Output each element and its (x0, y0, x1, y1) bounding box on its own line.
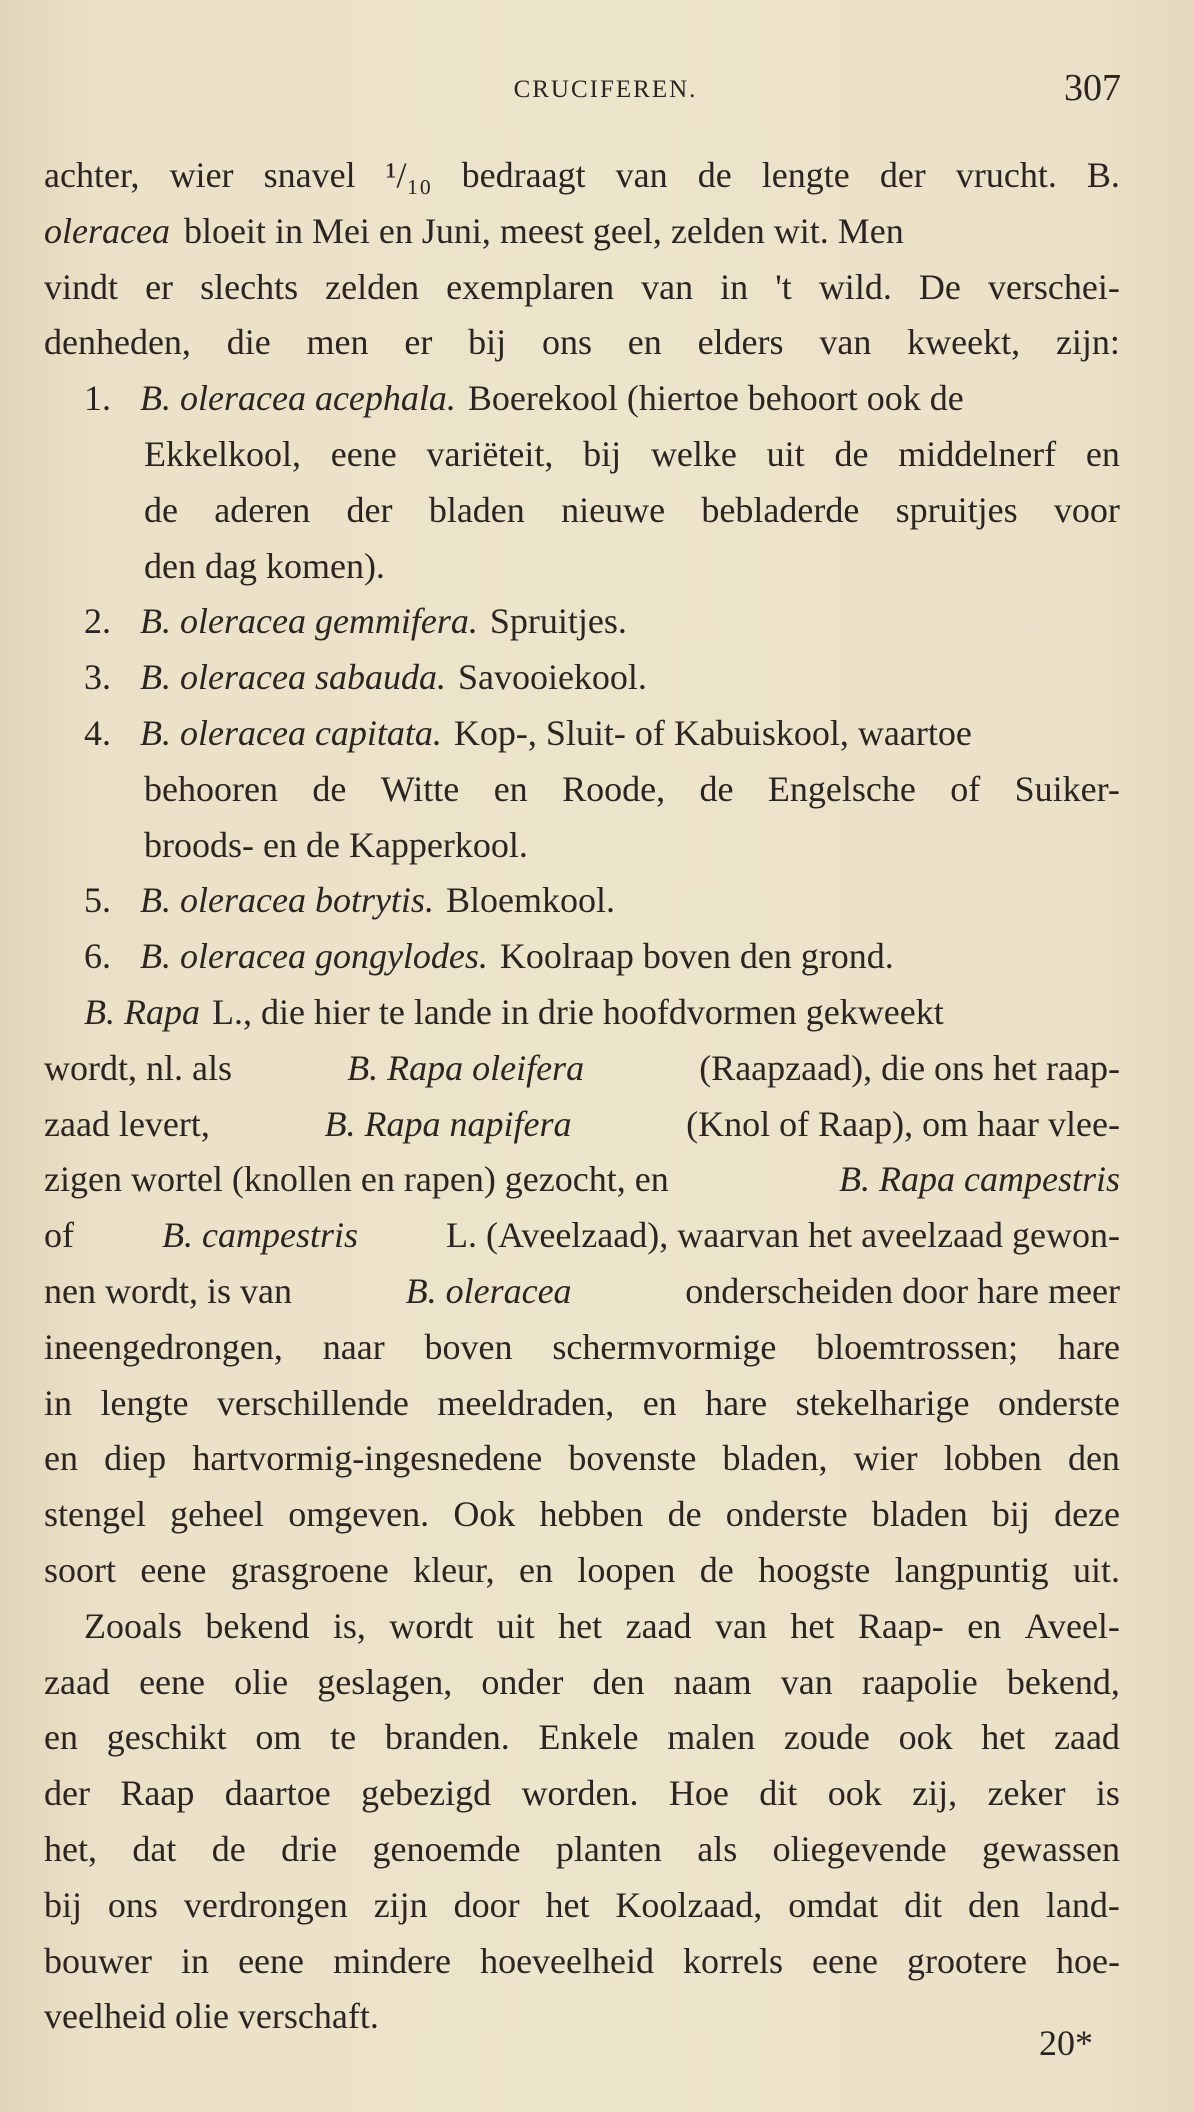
word: onderste (725, 1494, 848, 1535)
taxon-name: B. Rapa (84, 991, 200, 1032)
word: Raap (120, 1773, 195, 1814)
word: hebben (539, 1494, 644, 1535)
word: zoude (783, 1717, 870, 1758)
word: de (697, 155, 732, 195)
text-span (144, 483, 1120, 539)
text-span: (Knol of Raap), om haar vlee- (686, 1103, 1120, 1144)
list-item (44, 594, 1120, 650)
text-line (44, 1376, 1120, 1432)
word: elders (697, 322, 784, 363)
word: zaad (1053, 1717, 1120, 1758)
running-head: CRUCIFEREN. (513, 76, 698, 103)
text-span: (Raapzaad), die ons het raap- (699, 1047, 1120, 1088)
word: bladen (428, 489, 525, 530)
text-span: Savooiekool. (457, 657, 647, 698)
word: kweekt, (907, 322, 1021, 363)
text-span: Boerekool (hiertoe behoort ook de (467, 378, 964, 419)
signature-mark: 20* (1039, 2023, 1093, 2063)
page-number: 307 (1064, 67, 1121, 109)
word: spruitjes (895, 489, 1018, 530)
word: ook (827, 1773, 882, 1814)
word: ons (107, 1884, 158, 1925)
word: omdat (788, 1884, 879, 1925)
word: bij (468, 322, 507, 363)
list-item (44, 371, 1120, 427)
word: drie (281, 1828, 338, 1869)
text-line (44, 1655, 1120, 1711)
text-line (44, 1041, 1120, 1097)
word: De (918, 266, 961, 307)
word: verschillende (216, 1382, 409, 1423)
text-span: onderscheiden door hare meer (685, 1270, 1120, 1311)
taxon-name: B. oleracea botrytis. (140, 880, 434, 921)
taxon-name: oleracea (44, 210, 170, 251)
word: omgeven. (288, 1494, 430, 1535)
taxon-name: B. Rapa oleifera (347, 1047, 585, 1088)
taxon-name: B. oleracea capitata. (140, 712, 442, 753)
word: malen (667, 1717, 756, 1758)
text-line (44, 539, 1120, 595)
word: onderste (997, 1382, 1120, 1423)
list-number: 4. (84, 712, 111, 753)
text-span (44, 1766, 1120, 1822)
word: land- (1045, 1884, 1120, 1925)
word: zaad (625, 1605, 692, 1646)
word: B. (1086, 155, 1120, 195)
word: hare (705, 1382, 768, 1423)
taxon-name: B. Rapa campestris (839, 1159, 1120, 1200)
list-number: 2. (84, 601, 111, 642)
word: bladen (871, 1494, 968, 1535)
word: deze (1054, 1494, 1120, 1535)
word: den (968, 1884, 1021, 1925)
word: middelnerf (898, 433, 1057, 474)
text-span (44, 1543, 1120, 1599)
text-span (44, 1487, 1120, 1543)
text-line (44, 427, 1120, 483)
text-line (44, 1766, 1120, 1822)
word: wild. (818, 266, 892, 307)
word: Raap- (857, 1605, 944, 1646)
taxon-name: B. Rapa napifera (324, 1103, 572, 1144)
word: korrels (683, 1940, 783, 1981)
text-span: Bloemkool. (445, 880, 615, 921)
word: snavel (263, 155, 356, 195)
text-span (44, 1376, 1120, 1432)
word: Witte (380, 768, 460, 809)
word: gebezigd (361, 1773, 492, 1814)
word: denheden, (44, 322, 191, 363)
text-line (44, 1878, 1120, 1934)
text-line (44, 1487, 1120, 1543)
word: het (981, 1717, 1026, 1758)
text-span (44, 148, 1120, 204)
word: de (667, 1494, 702, 1535)
word: lobben (943, 1438, 1042, 1479)
text-line (44, 985, 1120, 1041)
word: ineengedrongen, (44, 1326, 283, 1367)
text-line (44, 1152, 1120, 1208)
word: ¹/₁₀ (385, 155, 432, 195)
text-line (44, 1822, 1120, 1878)
word: van (714, 1605, 767, 1646)
word: Suiker- (1014, 768, 1120, 809)
word: daartoe (224, 1773, 331, 1814)
word: stengel (44, 1494, 146, 1535)
taxon-name: B. campestris (162, 1215, 359, 1256)
word: de (144, 489, 178, 530)
word: 't (775, 266, 792, 307)
text-span: zigen wortel (knollen en rapen) gezocht, en (44, 1159, 669, 1200)
text-span (44, 1822, 1120, 1878)
text-span (44, 315, 1120, 371)
taxon-name: B. oleracea sabauda. (140, 657, 446, 698)
word: voor (1053, 489, 1120, 530)
word: zaad (44, 1661, 110, 1702)
text-span: of (44, 1215, 74, 1256)
word: men (306, 322, 369, 363)
text-line (44, 1543, 1120, 1599)
word: er (145, 266, 174, 307)
word: gewassen (982, 1828, 1120, 1869)
text-span (44, 260, 1120, 316)
word: grasgroene (230, 1549, 389, 1590)
word: het (545, 1884, 590, 1925)
text-span (44, 1431, 1120, 1487)
word: er (404, 322, 433, 363)
word: eene (140, 1549, 207, 1590)
word: den (1067, 1438, 1120, 1479)
word: geschikt (106, 1717, 227, 1758)
word: lengte (761, 155, 850, 195)
word: van (780, 1661, 833, 1702)
text-line (44, 1599, 1120, 1655)
word: om (255, 1717, 302, 1758)
page-header (90, 66, 1121, 116)
text-line (44, 762, 1120, 818)
word: van (819, 322, 872, 363)
word: branden. (384, 1717, 510, 1758)
word: slechts (200, 266, 299, 307)
word: der (879, 155, 926, 195)
word: en (967, 1605, 1002, 1646)
word: nieuwe (561, 489, 666, 530)
text-span (144, 762, 1120, 818)
word: vindt (44, 266, 119, 307)
page-body (44, 148, 1120, 2045)
word: in (181, 1940, 210, 1981)
word: uit. (1072, 1549, 1120, 1590)
word: langpuntig (894, 1549, 1049, 1590)
word: bedraagt (461, 155, 586, 195)
word: de (312, 768, 347, 809)
word: bloemtrossen; (816, 1326, 1019, 1367)
word: onder (481, 1661, 564, 1702)
taxon-name: B. oleracea (405, 1270, 572, 1311)
word: hartvormig-ingesnedene (192, 1438, 543, 1479)
text-line (44, 1320, 1120, 1376)
word: kleur, (413, 1549, 495, 1590)
word: Aveel- (1024, 1605, 1120, 1646)
word: schermvormige (552, 1326, 777, 1367)
text-span (184, 204, 1120, 260)
word: raapolie (861, 1661, 978, 1702)
word: en (493, 768, 528, 809)
word: der (44, 1773, 90, 1814)
word: en (1085, 433, 1120, 474)
word: wier (169, 155, 234, 195)
word: zeker (987, 1773, 1066, 1814)
text-line (44, 483, 1120, 539)
word: naam (673, 1661, 752, 1702)
word: genoemde (372, 1828, 521, 1869)
text-span (44, 1878, 1120, 1934)
text-line (44, 148, 1120, 204)
list-item (44, 650, 1120, 706)
word: Ook (453, 1494, 516, 1535)
word: Koolzaad, (615, 1884, 763, 1925)
word: wordt (389, 1605, 474, 1646)
word: en (519, 1549, 553, 1590)
word: hare (1057, 1326, 1120, 1367)
word: dat (132, 1828, 177, 1869)
word: naar (322, 1326, 385, 1367)
text-span (44, 1320, 1120, 1376)
word: bij (44, 1884, 83, 1925)
word: grootere (907, 1940, 1027, 1981)
word: en (642, 1382, 677, 1423)
word: vrucht. (955, 155, 1057, 195)
list-item (44, 706, 1120, 762)
word: mindere (333, 1940, 452, 1981)
text-span (44, 1710, 1120, 1766)
word: planten (555, 1828, 662, 1869)
word: eene (812, 1940, 878, 1981)
word: in (44, 1382, 73, 1423)
word: Zooals (84, 1605, 182, 1646)
word: loopen (577, 1549, 676, 1590)
word: den (592, 1661, 645, 1702)
taxon-name: B. oleracea acephala. (140, 378, 456, 419)
text-span (144, 427, 1120, 483)
word: meeldraden, (437, 1382, 615, 1423)
word: in (720, 266, 749, 307)
word: verschei- (987, 266, 1120, 307)
text-span: Spruitjes. (489, 601, 627, 642)
text-span: L. (Aveelzaad), waarvan het aveelzaad gewon- (446, 1215, 1120, 1256)
taxon-name: B. oleracea gemmifera. (140, 601, 478, 642)
text-span: zaad levert, (44, 1103, 210, 1144)
text-line (44, 1208, 1120, 1264)
word: diep (104, 1438, 167, 1479)
word: bladen, (722, 1438, 828, 1479)
text-line (44, 1710, 1120, 1766)
word: bebladerde (701, 489, 860, 530)
word: of (950, 768, 981, 809)
word: hoe- (1056, 1940, 1120, 1981)
word: olie (234, 1661, 289, 1702)
word: soort (44, 1549, 116, 1590)
word: als (697, 1828, 738, 1869)
word: bij (583, 433, 622, 474)
list-number: 5. (84, 880, 111, 921)
word: bouwer (44, 1940, 152, 1981)
taxon-name: B. oleracea gongylodes. (140, 936, 488, 977)
word: worden. (521, 1773, 639, 1814)
word: lengte (100, 1382, 189, 1423)
text-line (44, 1989, 1120, 2045)
word: het, (44, 1828, 97, 1869)
text-span (44, 1655, 1120, 1711)
word: het (558, 1605, 603, 1646)
word: uit (766, 433, 805, 474)
text-span: veelheid olie verschaft. (44, 1996, 379, 2037)
word: wier (853, 1438, 918, 1479)
word: en (44, 1717, 78, 1758)
word: exemplaren (446, 266, 615, 307)
word: achter, (44, 155, 140, 195)
word: bekend (205, 1605, 310, 1646)
text-span (84, 1599, 1120, 1655)
text-span: wordt, nl. als (44, 1047, 232, 1088)
word: de (834, 433, 869, 474)
word: variëteit, (426, 433, 554, 474)
word: en (627, 322, 662, 363)
word: de (699, 1549, 734, 1590)
word: van (615, 155, 668, 195)
word: door (453, 1884, 520, 1925)
word: eene (330, 433, 397, 474)
word: eene (139, 1661, 206, 1702)
word: zijn: (1055, 322, 1120, 363)
text-span: L., die hier te lande in drie hoofdvormen gekweekt (211, 991, 944, 1032)
word: welke (650, 433, 737, 474)
text-line (44, 204, 1120, 260)
word: behooren (144, 768, 278, 809)
word: dit (759, 1773, 798, 1814)
text-span: nen wordt, is van (44, 1270, 292, 1311)
text-span (44, 1934, 1120, 1990)
text-span: bloeit in Mei en Juni, meest geel, zelden wit. Men (183, 210, 904, 251)
list-number: 6. (84, 936, 111, 977)
text-line (44, 818, 1120, 874)
word: verdrongen (183, 1884, 348, 1925)
word: bij (991, 1494, 1030, 1535)
text-span: broods- en de Kapperkool. (144, 824, 528, 865)
text-span: den dag komen). (144, 545, 385, 586)
word: Engelsche (767, 768, 916, 809)
word: Enkele (538, 1717, 639, 1758)
text-span: Koolraap boven den grond. (499, 936, 894, 977)
text-line (44, 260, 1120, 316)
word: oliegevende (772, 1828, 947, 1869)
word: boven (424, 1326, 513, 1367)
word: zij, (912, 1773, 958, 1814)
text-line (44, 315, 1120, 371)
word: stekelharige (795, 1382, 970, 1423)
word: Hoe (668, 1773, 729, 1814)
word: en (44, 1438, 78, 1479)
word: Roode, (562, 768, 666, 809)
word: Ekkelkool, (144, 433, 301, 474)
text-line (44, 1431, 1120, 1487)
word: bekend, (1006, 1661, 1120, 1702)
word: ook (898, 1717, 953, 1758)
word: bovenste (568, 1438, 697, 1479)
word: de (211, 1828, 246, 1869)
text-line (44, 1097, 1120, 1153)
word: der (346, 489, 393, 530)
word: hoeveelheid (480, 1940, 654, 1981)
word: zijn (373, 1884, 428, 1925)
word: aderen (214, 489, 311, 530)
word: de (699, 768, 734, 809)
word: geslagen, (317, 1661, 453, 1702)
text-line (44, 1264, 1120, 1320)
list-item (44, 873, 1120, 929)
word: geheel (170, 1494, 265, 1535)
word: is, (332, 1605, 366, 1646)
word: is (1095, 1773, 1120, 1814)
text-line (44, 1934, 1120, 1990)
word: dit (904, 1884, 943, 1925)
word: van (641, 266, 694, 307)
list-number: 1. (84, 378, 111, 419)
word: het (790, 1605, 835, 1646)
list-number: 3. (84, 657, 111, 698)
word: eene (238, 1940, 305, 1981)
text-span: Kop-, Sluit- of Kabuiskool, waartoe (453, 712, 972, 753)
word: te (330, 1717, 357, 1758)
list-item (44, 929, 1120, 985)
word: hoogste (758, 1549, 871, 1590)
word: ons (541, 322, 592, 363)
word: uit (496, 1605, 535, 1646)
word: zelden (325, 266, 420, 307)
word: die (226, 322, 271, 363)
